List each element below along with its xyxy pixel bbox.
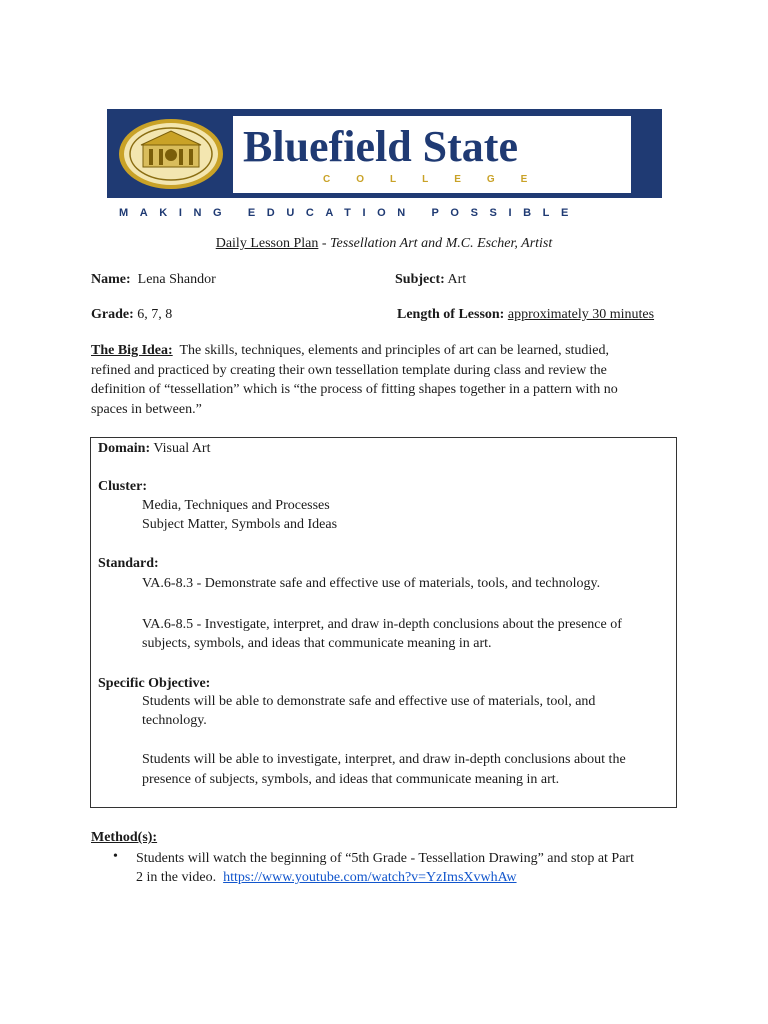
standard-item: VA.6-8.5 - Investigate, interpret, and draw in-depth conclusions about the presence of	[142, 617, 622, 632]
length-row	[397, 305, 654, 324]
length-value: approximately 30 minutes	[507, 307, 655, 322]
grade-row	[91, 305, 172, 324]
page-title	[0, 234, 768, 253]
banner-name-panel	[233, 116, 631, 193]
name-row	[91, 270, 216, 289]
college-subtitle: COLLEGE	[323, 174, 554, 185]
method-item-text: 2 in the video.	[136, 870, 217, 885]
title-topic: Tessellation Art and M.C. Escher, Artist	[330, 236, 553, 251]
name-label: Name:	[91, 272, 131, 287]
title-separator: -	[318, 236, 331, 251]
big-idea-label: The Big Idea:	[91, 343, 173, 358]
domain-label: Domain:	[98, 441, 151, 456]
video-link[interactable]: https://www.youtube.com/watch?v=YzImsXvwhAw	[223, 870, 517, 885]
bullet-icon: •	[113, 849, 118, 864]
cluster-label: Cluster:	[98, 479, 147, 494]
big-idea-line: refined and practiced by creating their own tessellation template during class and review the	[91, 362, 607, 378]
subject-label: Subject:	[395, 272, 445, 287]
method-item-cont	[136, 868, 517, 887]
objective-label: Specific Objective:	[98, 676, 211, 691]
length-label: Length of Lesson:	[397, 307, 505, 322]
college-banner	[107, 109, 662, 198]
big-idea-line: spaces in between.”	[91, 401, 202, 417]
methods-label: Method(s):	[91, 830, 158, 845]
standard-item-cont: subjects, symbols, and ideas that communicate meaning in art.	[142, 636, 492, 651]
big-idea-paragraph	[91, 341, 681, 419]
title-prefix: Daily Lesson Plan	[215, 236, 319, 251]
cluster-item: Subject Matter, Symbols and Ideas	[142, 517, 338, 532]
objective-item: Students will be able to investigate, interpret, and draw in-depth conclusions about the	[142, 752, 626, 767]
subject-value: Art	[447, 272, 467, 287]
objective-item-cont: presence of subjects, symbols, and ideas that communicate meaning in art.	[142, 772, 560, 787]
cluster-item: Media, Techniques and Processes	[142, 498, 330, 513]
college-seal-icon	[117, 117, 225, 191]
standard-item: VA.6-8.3 - Demonstrate safe and effective use of materials, tools, and technology.	[142, 576, 601, 591]
big-idea-line: definition of “tessellation” which is “the process of fitting shapes together in a pattern with no	[91, 382, 618, 397]
domain-value: Visual Art	[153, 441, 211, 456]
name-value: Lena Shandor	[137, 272, 216, 287]
grade-value: 6, 7, 8	[137, 307, 173, 322]
objective-item-cont: technology.	[142, 713, 207, 728]
standard-label: Standard:	[98, 556, 159, 571]
college-name: Bluefield State	[243, 122, 518, 171]
subject-row	[395, 270, 466, 289]
big-idea-line: The skills, techniques, elements and principles of art can be learned, studied,	[179, 343, 610, 358]
domain-row	[98, 439, 210, 458]
method-item: Students will watch the beginning of “5th Grade - Tessellation Drawing” and stop at Part	[136, 851, 634, 866]
objective-item: Students will be able to demonstrate safe and effective use of materials, tool, and	[142, 694, 596, 709]
college-tagline: MAKING EDUCATION POSSIBLE	[119, 207, 580, 219]
grade-label: Grade:	[91, 307, 134, 322]
